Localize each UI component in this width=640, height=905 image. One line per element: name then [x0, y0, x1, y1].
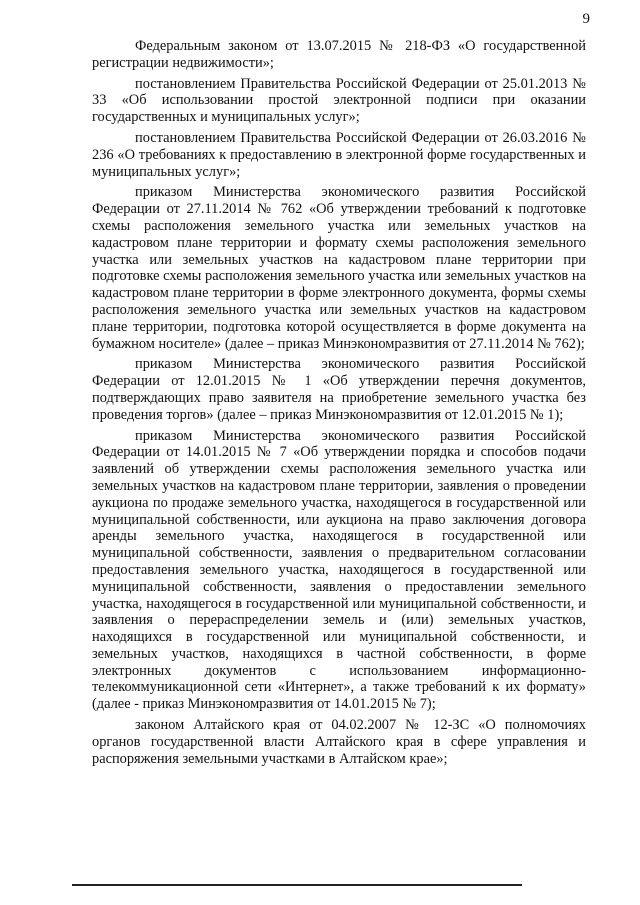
paragraph-government-decree-33: постановлением Правительства Российской Федерации от 25.01.2013 № 33 «Об использовании простой электронной подписи при оказании государственных и муниципальных услуг»; — [92, 75, 586, 126]
page-number: 9 — [582, 11, 590, 27]
paragraph-order-762: приказом Министерства экономического развития Российской Федерации от 27.11.2014 № 762 «Об утверждении требований к подготовке схемы расположения земельного участка или земельных участков на кадастровом плане территории и формату схемы расположения земельного участка или земельных участков на кадастровом плане территории при подготовке схемы расположения земельного участка или земельных участков на кадастровом плане территории в форме электронного документа, формы схемы расположения земельного участка или земельных участков на кадастровом плане территории, подготовка которой осуществляется в форме документа на бумажном носителе» (далее – приказ Минэкономразвития от 27.11.2014 № 762); — [92, 184, 586, 352]
footer-divider — [72, 884, 522, 886]
document-body — [92, 38, 586, 771]
paragraph-altai-law-12: законом Алтайского края от 04.02.2007 № 12-ЗС «О полномочиях органов государственной власти Алтайского края в сфере управления и распоряжения земельными участками в Алтайском крае»; — [92, 717, 586, 767]
paragraph-federal-law-218: Федеральным законом от 13.07.2015 № 218-ФЗ «О государственной регистрации недвижимости»; — [92, 38, 586, 71]
paragraph-order-7: приказом Министерства экономического развития Российской Федерации от 14.01.2015 № 7 «Об утверждении порядка и способов подачи заявлений об утверждении схемы расположения земельного участка или земельных участков на кадастровом плане территории, заявления о проведении аукциона по продаже земельного участка, находящегося в государственной или муниципальной собственности, или аукциона на право заключения договора аренды земельного участка, находящегося в государственной или муниципальной собственности, заявления о предварительном согласовании предоставления земельного участка, находящегося в государственной или муниципальной собственности, заявления о предоставлении земельного участка, находящегося в государственной или муниципальной собственности, и заявления о перераспределении земель и (или) земельных участков, находящихся в государственной или муниципальной собственности, и земельных участков, находящихся в частной собственности, в форме электронных документов с использованием информационно-телекоммуникационной сети «Интернет», а также требований к их формату» (далее - приказ Минэкономразвития от 14.01.2015 № 7); — [92, 427, 586, 713]
paragraph-government-decree-236: постановлением Правительства Российской Федерации от 26.03.2016 № 236 «О требованиях к предоставлению в электронной форме государственных и муниципальных услуг»; — [92, 129, 586, 180]
paragraph-order-1: приказом Министерства экономического развития Российской Федерации от 12.01.2015 № 1 «Об утверждении перечня документов, подтверждающих право заявителя на приобретение земельного участка без проведения торгов» (далее – приказ Минэкономразвития от 12.01.2015 № 1); — [92, 356, 586, 423]
